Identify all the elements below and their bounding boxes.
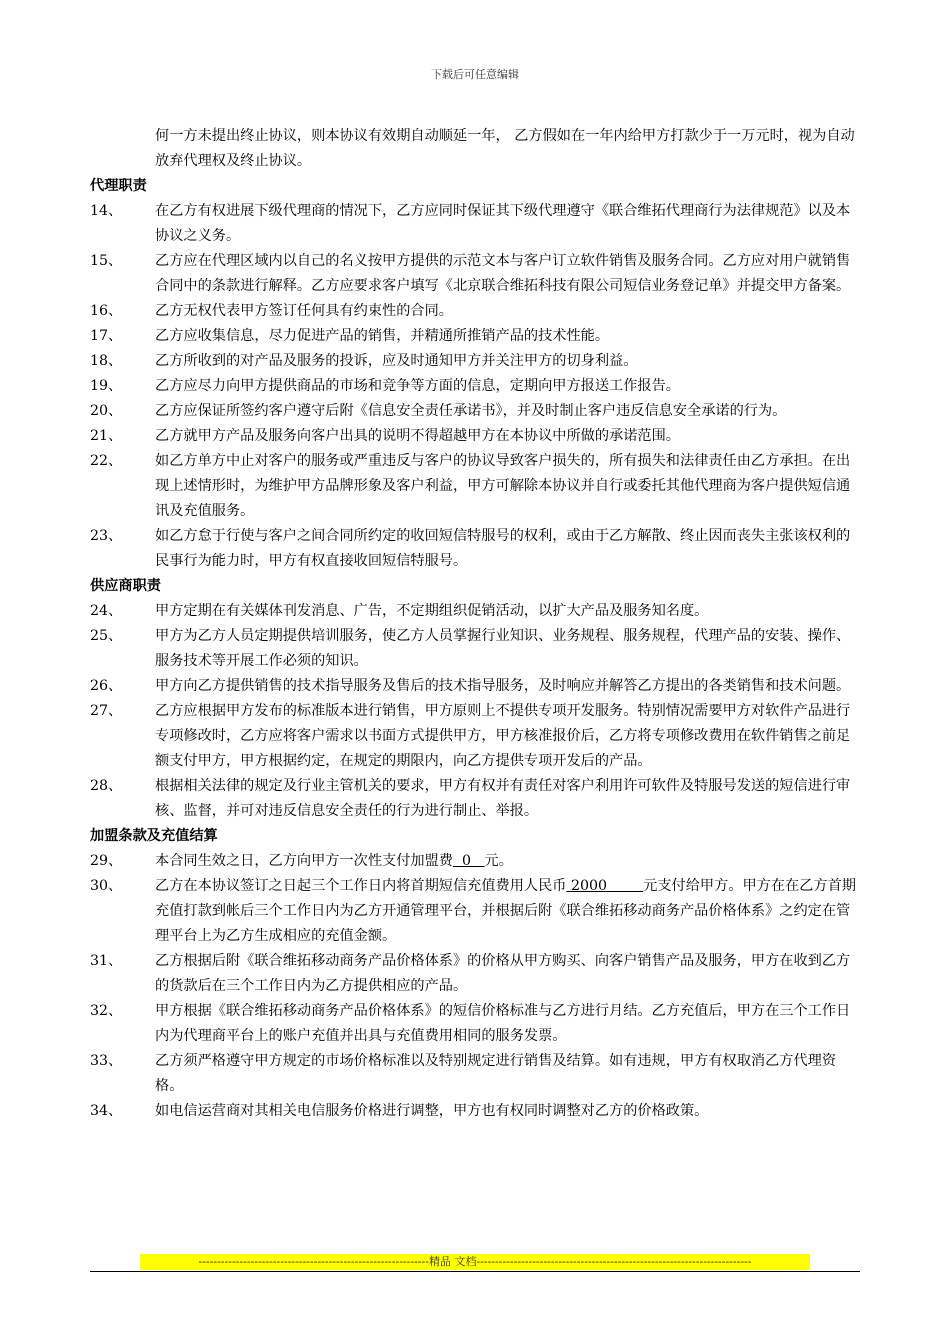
item-number: 27、 bbox=[90, 703, 123, 719]
join-fee-amount: 0 bbox=[452, 853, 485, 869]
item-number: 25、 bbox=[90, 628, 123, 644]
text-before: 本合同生效之日，乙方向甲方一次性支付加盟费 bbox=[155, 853, 453, 869]
item-text: 根据相关法律的规定及行业主管机关的要求，甲方有权并有责任对客户利用许可软件及特服号发送的短信进行审核、监督，并可对违反信息安全责任的行为进行制止、举报。 bbox=[155, 778, 851, 819]
item-number: 16、 bbox=[90, 303, 123, 319]
list-item bbox=[90, 524, 860, 574]
item-number: 30、 bbox=[90, 878, 123, 894]
item-number: 24、 bbox=[90, 603, 123, 619]
item-text: 乙方应在代理区域内以自己的名义按甲方提供的示范文本与客户订立软件销售及服务合同。乙方应对用户就销售合同中的条款进行解释。乙方应要求客户填写《北京联合维拓科技有限公司短信业务登记单》并提交甲方备案。 bbox=[155, 253, 851, 294]
list-item bbox=[90, 1049, 860, 1099]
text-after: 元。 bbox=[484, 853, 513, 869]
document-body bbox=[90, 124, 860, 1124]
item-text bbox=[155, 849, 860, 874]
list-item bbox=[90, 699, 860, 774]
item-text: 如电信运营商对其相关电信服务价格进行调整，甲方也有权同时调整对乙方的价格政策。 bbox=[155, 1103, 709, 1119]
item-number: 32、 bbox=[90, 1003, 123, 1019]
list-item bbox=[90, 399, 860, 424]
item-text: 乙方应根据甲方发布的标准版本进行销售，甲方原则上不提供专项开发服务。特别情况需要甲方对软件产品进行专项修改时，乙方应将客户需求以书面方式提供甲方，甲方核准报价后，乙方将专项修改费用在软件销售之前足额支付甲方，甲方根据约定，在规定的期限内，向乙方提供专项开发后的产品。 bbox=[155, 703, 851, 769]
list-item bbox=[90, 199, 860, 249]
item-text: 甲方向乙方提供销售的技术指导服务及售后的技术指导服务，及时响应并解答乙方提出的各类销售和技术问题。 bbox=[155, 678, 851, 694]
item-number: 20、 bbox=[90, 403, 123, 419]
list-item bbox=[90, 449, 860, 524]
text-after: 元支付给甲方。甲方在在乙方首期充值打款到帐后三个工作日内为乙方开通管理平台，并根据后附《联合维拓移动商务产品价格体系》之约定在管理平台上为乙方生成相应的充值金额。 bbox=[155, 878, 856, 944]
list-item bbox=[90, 999, 860, 1049]
list-item bbox=[90, 624, 860, 674]
item-text: 乙方就甲方产品及服务向客户出具的说明不得超越甲方在本协议中所做的承诺范围。 bbox=[155, 428, 680, 444]
list-item bbox=[90, 1099, 860, 1124]
item-text: 甲方定期在有关媒体刊发消息、广告，不定期组织促销活动，以扩大产品及服务知名度。 bbox=[155, 603, 709, 619]
item-text: 甲方为乙方人员定期提供培训服务，使乙方人员掌握行业知识、业务规程、服务规程，代理产品的安装、操作、服务技术等开展工作必须的知识。 bbox=[155, 628, 851, 669]
item-text: 乙方无权代表甲方签订任何具有约束性的合同。 bbox=[155, 303, 453, 319]
item-number: 23、 bbox=[90, 528, 123, 544]
item-text: 甲方根据《联合维拓移动商务产品价格体系》的短信价格标准与乙方进行月结。乙方充值后，甲方在三个工作日内为代理商平台上的账户充值并出具与充值费用相同的服务发票。 bbox=[155, 1003, 851, 1044]
list-item bbox=[90, 374, 860, 399]
list-item bbox=[90, 424, 860, 449]
intro-paragraph: 何一方未提出终止协议，则本协议有效期自动顺延一年， 乙方假如在一年内给甲方打款少于一万元时，视为自动放弃代理权及终止协议。 bbox=[155, 128, 855, 169]
section-title-agent: 代理职责 bbox=[90, 178, 147, 194]
text-before: 乙方在本协议签订之日起三个工作日内将首期短信充值费用人民币 bbox=[155, 878, 567, 894]
list-item bbox=[90, 349, 860, 374]
section-title-fee: 加盟条款及充值结算 bbox=[90, 828, 218, 844]
item-number: 28、 bbox=[90, 778, 123, 794]
page-footer: --------------------------------------------------------------精品 文档-------------------------------------------------------------------------- bbox=[140, 1254, 810, 1270]
item-number: 34、 bbox=[90, 1103, 123, 1119]
list-item bbox=[90, 324, 860, 349]
item-text: 如乙方怠于行使与客户之间合同所约定的收回短信特服号的权利，或由于乙方解散、终止因而丧失主张该权利的民事行为能力时，甲方有权直接收回短信特服号。 bbox=[155, 528, 851, 569]
list-item bbox=[90, 849, 860, 874]
item-number: 19、 bbox=[90, 378, 123, 394]
item-text: 乙方须严格遵守甲方规定的市场价格标准以及特别规定进行销售及结算。如有违规，甲方有权取消乙方代理资格。 bbox=[155, 1053, 837, 1094]
supplier-items bbox=[90, 599, 860, 824]
list-item bbox=[90, 774, 860, 824]
item-number: 17、 bbox=[90, 328, 123, 344]
item-text: 乙方根据后附《联合维拓移动商务产品价格体系》的价格从甲方购买、向客户销售产品及服务，甲方在收到乙方的货款后在三个工作日内为乙方提供相应的产品。 bbox=[155, 953, 851, 994]
footer-divider bbox=[90, 1271, 860, 1272]
list-item bbox=[90, 674, 860, 699]
item-number: 15、 bbox=[90, 253, 123, 269]
item-text: 乙方应保证所签约客户遵守后附《信息安全责任承诺书》，并及时制止客户违反信息安全承诺的行为。 bbox=[155, 403, 787, 419]
item-number: 26、 bbox=[90, 678, 123, 694]
item-text: 在乙方有权进展下级代理商的情况下，乙方应同时保证其下级代理遵守《联合维拓代理商行为法律规范》以及本协议之义务。 bbox=[155, 203, 851, 244]
item-number: 29、 bbox=[90, 853, 123, 869]
item-number: 21、 bbox=[90, 428, 123, 444]
item-text bbox=[155, 874, 860, 949]
recharge-amount: 2000 bbox=[566, 878, 644, 894]
item-text: 乙方应尽力向甲方提供商品的市场和竞争等方面的信息，定期向甲方报送工作报告。 bbox=[155, 378, 680, 394]
item-text: 如乙方单方中止对客户的服务或严重违反与客户的协议导致客户损失的，所有损失和法律责任由乙方承担。在出现上述情形时，为维护甲方品牌形象及客户利益，甲方可解除本协议并自行或委托其他代理商为客户提供短信通讯及充值服务。 bbox=[155, 453, 851, 519]
list-item bbox=[90, 949, 860, 999]
list-item bbox=[90, 299, 860, 324]
item-number: 18、 bbox=[90, 353, 123, 369]
fee-items bbox=[90, 849, 860, 1124]
page-header: 下载后可任意编辑 bbox=[431, 68, 519, 81]
agent-items bbox=[90, 199, 860, 574]
item-text: 乙方应收集信息，尽力促进产品的销售，并精通所推销产品的技术性能。 bbox=[155, 328, 610, 344]
list-item bbox=[90, 599, 860, 624]
item-number: 22、 bbox=[90, 453, 123, 469]
item-number: 33、 bbox=[90, 1053, 123, 1069]
item-number: 14、 bbox=[90, 203, 123, 219]
list-item bbox=[90, 249, 860, 299]
list-item bbox=[90, 874, 860, 949]
item-text: 乙方所收到的对产品及服务的投诉，应及时通知甲方并关注甲方的切身利益。 bbox=[155, 353, 638, 369]
section-title-supplier: 供应商职责 bbox=[90, 578, 161, 594]
item-number: 31、 bbox=[90, 953, 123, 969]
